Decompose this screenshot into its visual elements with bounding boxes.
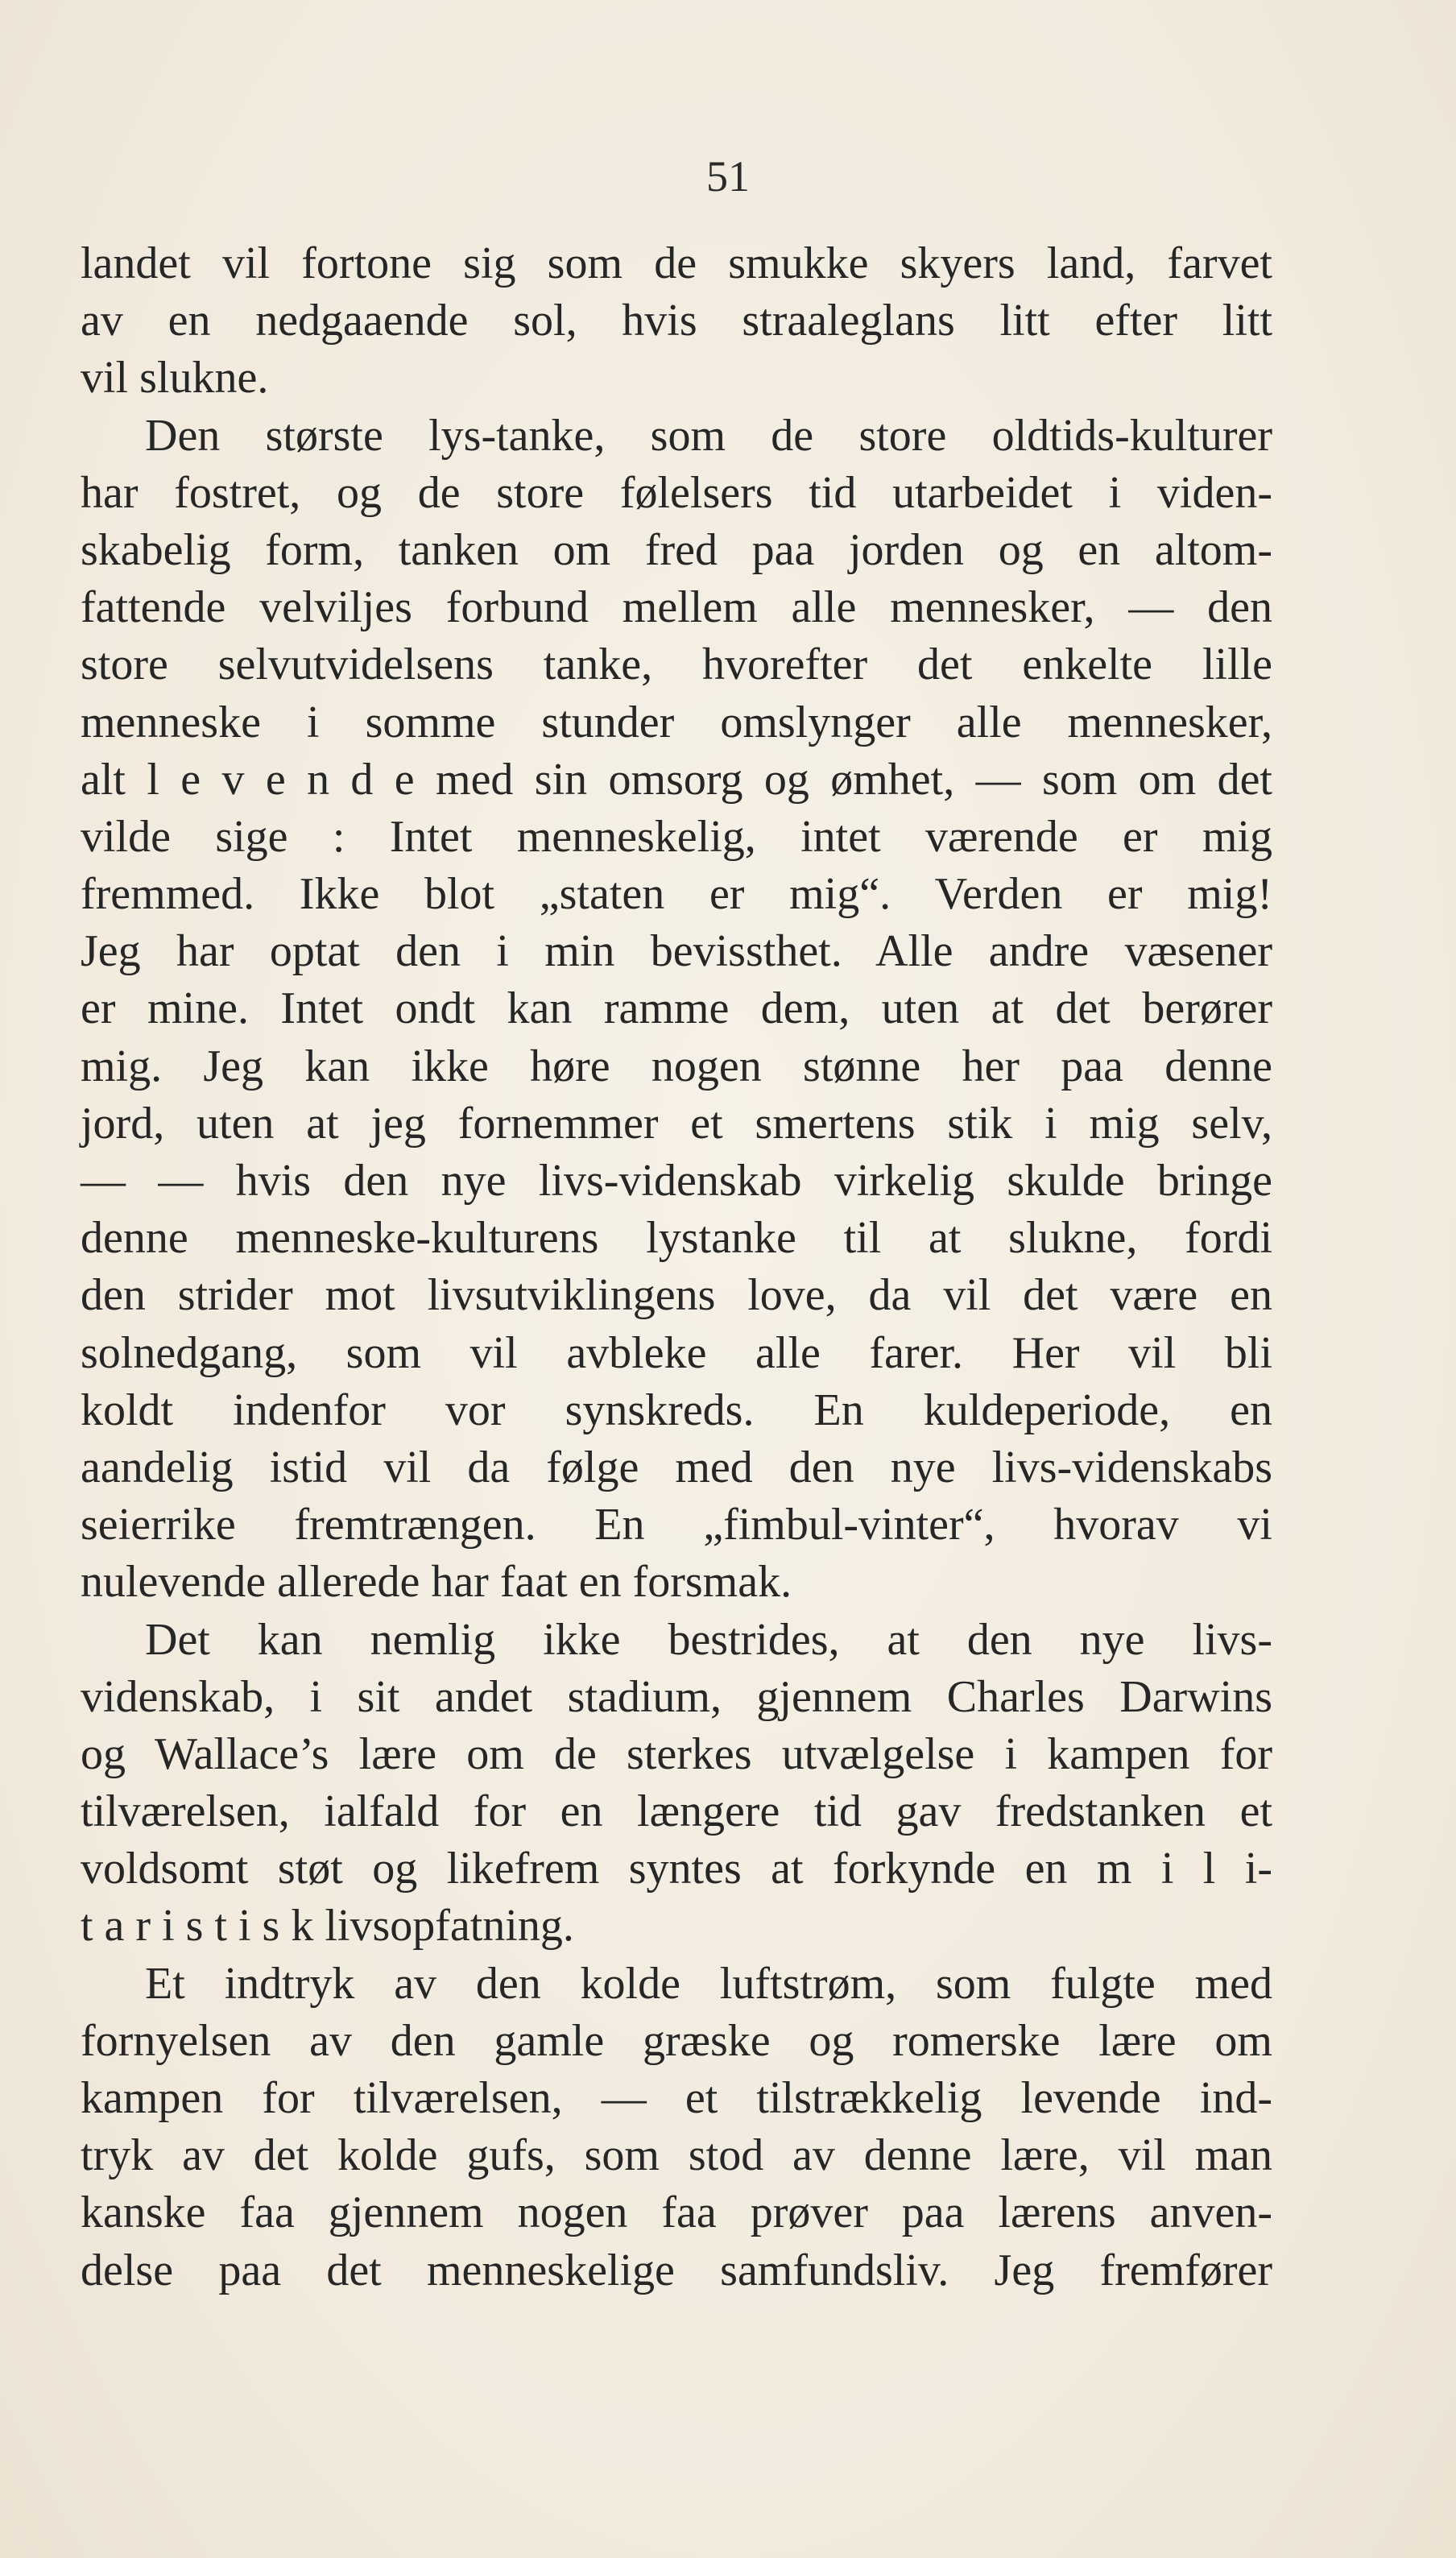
text-line: vilde sige : Intet menneskelig, intet værende er mig [81,811,1272,862]
text-line: solnedgang, som vil avbleke alle farer. Her vil bli [81,1327,1272,1378]
text-line: voldsomt støt og likefrem syntes at forkynde en m i l i- [81,1844,1272,1894]
text-line: kampen for tilværelsen, — et tilstrækkelig levende ind- [81,2073,1272,2123]
text-line: landet vil fortone sig som de smukke skyers land, farvet [81,238,1272,288]
text-line: skabelig form, tanken om fred paa jorden og en altom- [81,524,1272,575]
text-line: menneske i somme stunder omslynger alle mennesker, [81,697,1272,747]
text-line: vil slukne. [81,353,269,404]
text-line: store selvutvidelsens tanke, hvorefter det enkelte lille [81,640,1272,690]
text-line: den strider mot livsutviklingens love, da vil det være en [81,1270,1272,1321]
page-number: 51 [706,152,750,201]
text-line: og Wallace’s lære om de sterkes utvælgelse i kampen for [81,1728,1272,1779]
text-line: delse paa det menneskelige samfundsliv. Jeg fremfører [81,2245,1272,2295]
text-line: er mine. Intet ondt kan ramme dem, uten at det berører [81,983,1272,1034]
text-line: denne menneske-kulturens lystanke til at slukne, fordi [81,1213,1272,1264]
text-line: Det kan nemlig ikke bestrides, at den nye livs- [145,1614,1272,1665]
text-line: koldt indenfor vor synskreds. En kuldeperiode, en [81,1385,1272,1435]
text-line: Den største lys-tanke, som de store oldtids-kulturer [145,410,1272,461]
text-line: Et indtryk av den kolde luftstrøm, som fulgte med [145,1958,1272,2009]
text-line: tryk av det kolde gufs, som stod av denne lære, vil man [81,2130,1272,2181]
text-line: kanske faa gjennem nogen faa prøver paa lærens anven- [81,2188,1272,2238]
text-line: jord, uten at jeg fornemmer et smertens stik i mig selv, [81,1098,1272,1149]
text-line: fremmed. Ikke blot „staten er mig“. Verden er mig! [81,869,1272,920]
text-line: fornyelsen av den gamle græske og romerske lære om [81,2015,1272,2066]
text-line: har fostret, og de store følelsers tid utarbeidet i viden- [81,467,1272,518]
text-line: videnskab, i sit andet stadium, gjennem Charles Darwins [81,1671,1272,1722]
body-text [81,235,1272,2299]
text-line: seierrike fremtrængen. En „fimbul-vinter“, hvorav vi [81,1500,1272,1550]
text-line: t a r i s t i s k livsopfatning. [81,1901,574,1952]
text-line: aandelig istid vil da følge med den nye livs-videnskabs [81,1442,1272,1492]
text-line: tilværelsen, ialfald for en længere tid gav fredstanken et [81,1786,1272,1837]
text-line: alt l e v e n d e med sin omsorg og ømhet, — som om det [81,754,1272,805]
text-line: — — hvis den nye livs-videnskab virkelig skulde bringe [81,1156,1272,1206]
text-line: mig. Jeg kan ikke høre nogen stønne her paa denne [81,1041,1272,1091]
text-line: Jeg har optat den i min bevissthet. Alle andre væsener [81,926,1272,977]
text-line: nulevende allerede har faat en forsmak. [81,1557,792,1608]
text-line: av en nedgaaende sol, hvis straaleglans litt efter litt [81,296,1272,346]
text-line: fattende velviljes forbund mellem alle mennesker, — den [81,582,1272,633]
